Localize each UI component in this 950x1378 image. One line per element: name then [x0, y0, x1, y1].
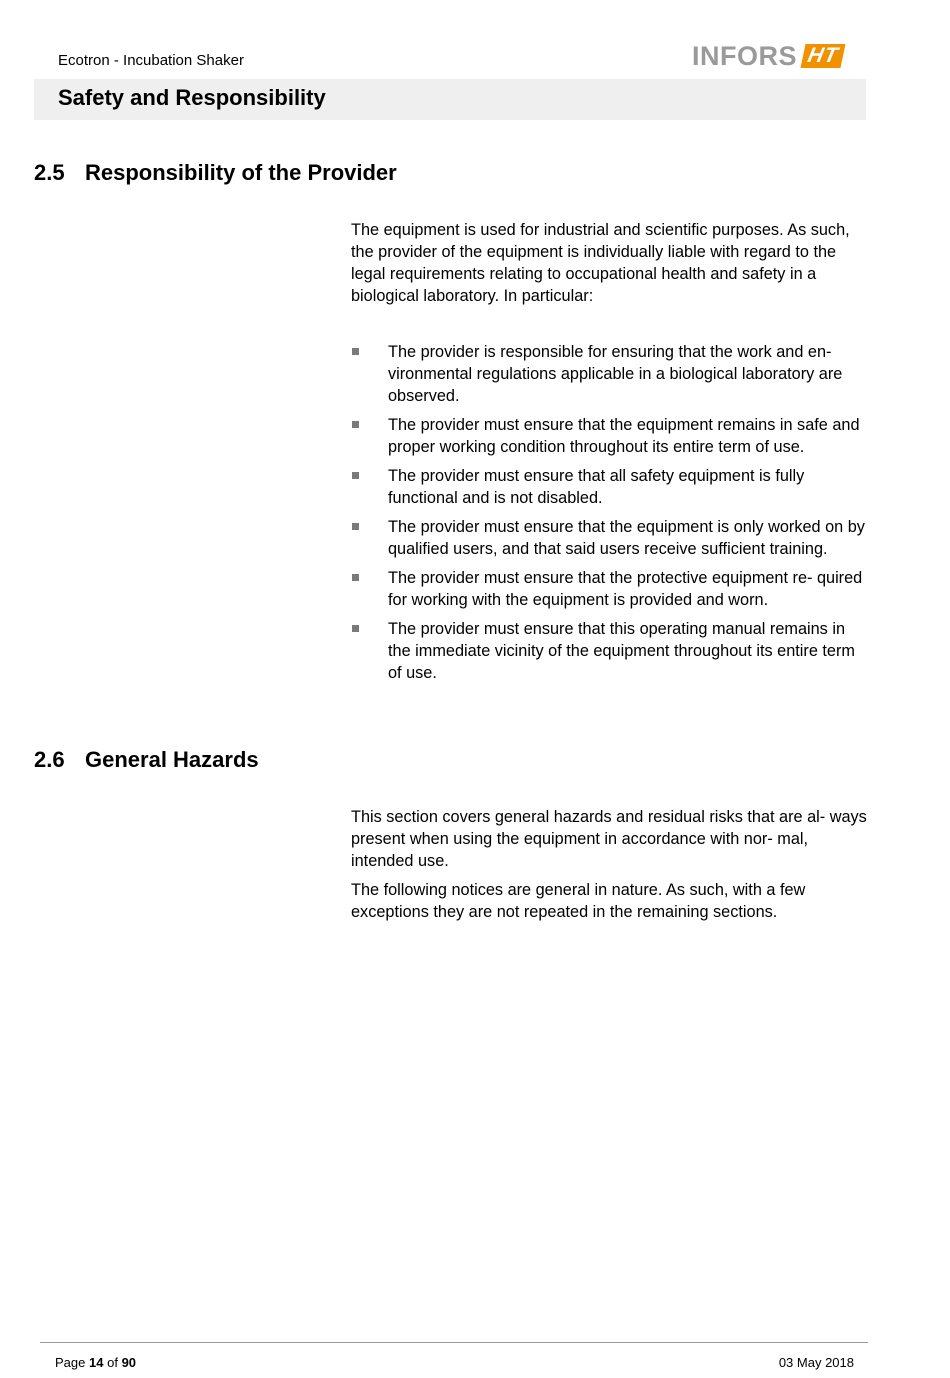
section-heading-2-5 [34, 160, 397, 186]
list-item [351, 341, 867, 407]
chapter-header-bar [34, 79, 866, 120]
chapter-title: Safety and Responsibility [58, 85, 326, 110]
list-item-text: The provider must ensure that all safety equipment is fully functional and is not disabled. [388, 467, 805, 507]
section-number: 2.5 [34, 160, 65, 185]
square-bullet-icon [352, 421, 359, 428]
square-bullet-icon [352, 348, 359, 355]
list-item [351, 618, 867, 684]
document-date: 03 May 2018 [778, 1355, 854, 1370]
page-number [55, 1355, 136, 1370]
list-item-text: The provider must ensure that the equipment remains in safe and proper working condition throughout its entire term of use. [388, 416, 860, 456]
square-bullet-icon [352, 574, 359, 581]
document-title: Ecotron - Incubation Shaker [58, 52, 244, 69]
section-title: General Hazards [85, 747, 259, 772]
list-item-text: The provider must ensure that this operating manual remains in the immediate vicinity of the equipment throughout its entire term of use. [388, 620, 855, 682]
page-of: of [107, 1355, 118, 1370]
list-item-text: The provider must ensure that the protective equipment re- quired for working with the equipment is provided and worn. [388, 569, 863, 609]
logo-text: INFORS [692, 41, 798, 71]
list-item [351, 567, 867, 611]
page-total: 90 [121, 1355, 137, 1370]
square-bullet-icon [352, 523, 359, 530]
provider-responsibility-list [351, 341, 867, 684]
page-current: 14 [89, 1355, 104, 1370]
footer-divider [40, 1342, 868, 1343]
section-title: Responsibility of the Provider [85, 160, 397, 185]
logo-badge: HT [800, 44, 845, 68]
list-item-text: The provider is responsible for ensuring that the work and en- vironmental regulations applicable in a biological laboratory are observed. [388, 343, 843, 405]
section-2-6-body [351, 806, 867, 930]
infors-ht-logo [692, 42, 843, 70]
list-item [351, 516, 867, 560]
square-bullet-icon [352, 472, 359, 479]
intro-paragraph: The equipment is used for industrial and scientific purposes. As such, the provider of the equipment is individually liable with regard to the legal requirements relating to occupational health and safety in a biological laboratory. In particular: [351, 221, 850, 305]
list-item-text: The provider must ensure that the equipment is only worked on by qualified users, and that said users receive sufficient training. [388, 518, 865, 558]
hazards-paragraph-2: The following notices are general in nature. As such, with a few exceptions they are not repeated in the remaining sections. [351, 881, 806, 921]
square-bullet-icon [352, 625, 359, 632]
list-item [351, 414, 867, 458]
section-number: 2.6 [34, 747, 65, 772]
list-item [351, 465, 867, 509]
page-prefix: Page [55, 1355, 86, 1370]
hazards-paragraph-1: This section covers general hazards and residual risks that are al- ways present when using the equipment in accordance with nor- mal, intended use. [351, 808, 867, 870]
section-heading-2-6 [34, 747, 259, 773]
section-2-5-body [351, 219, 867, 691]
